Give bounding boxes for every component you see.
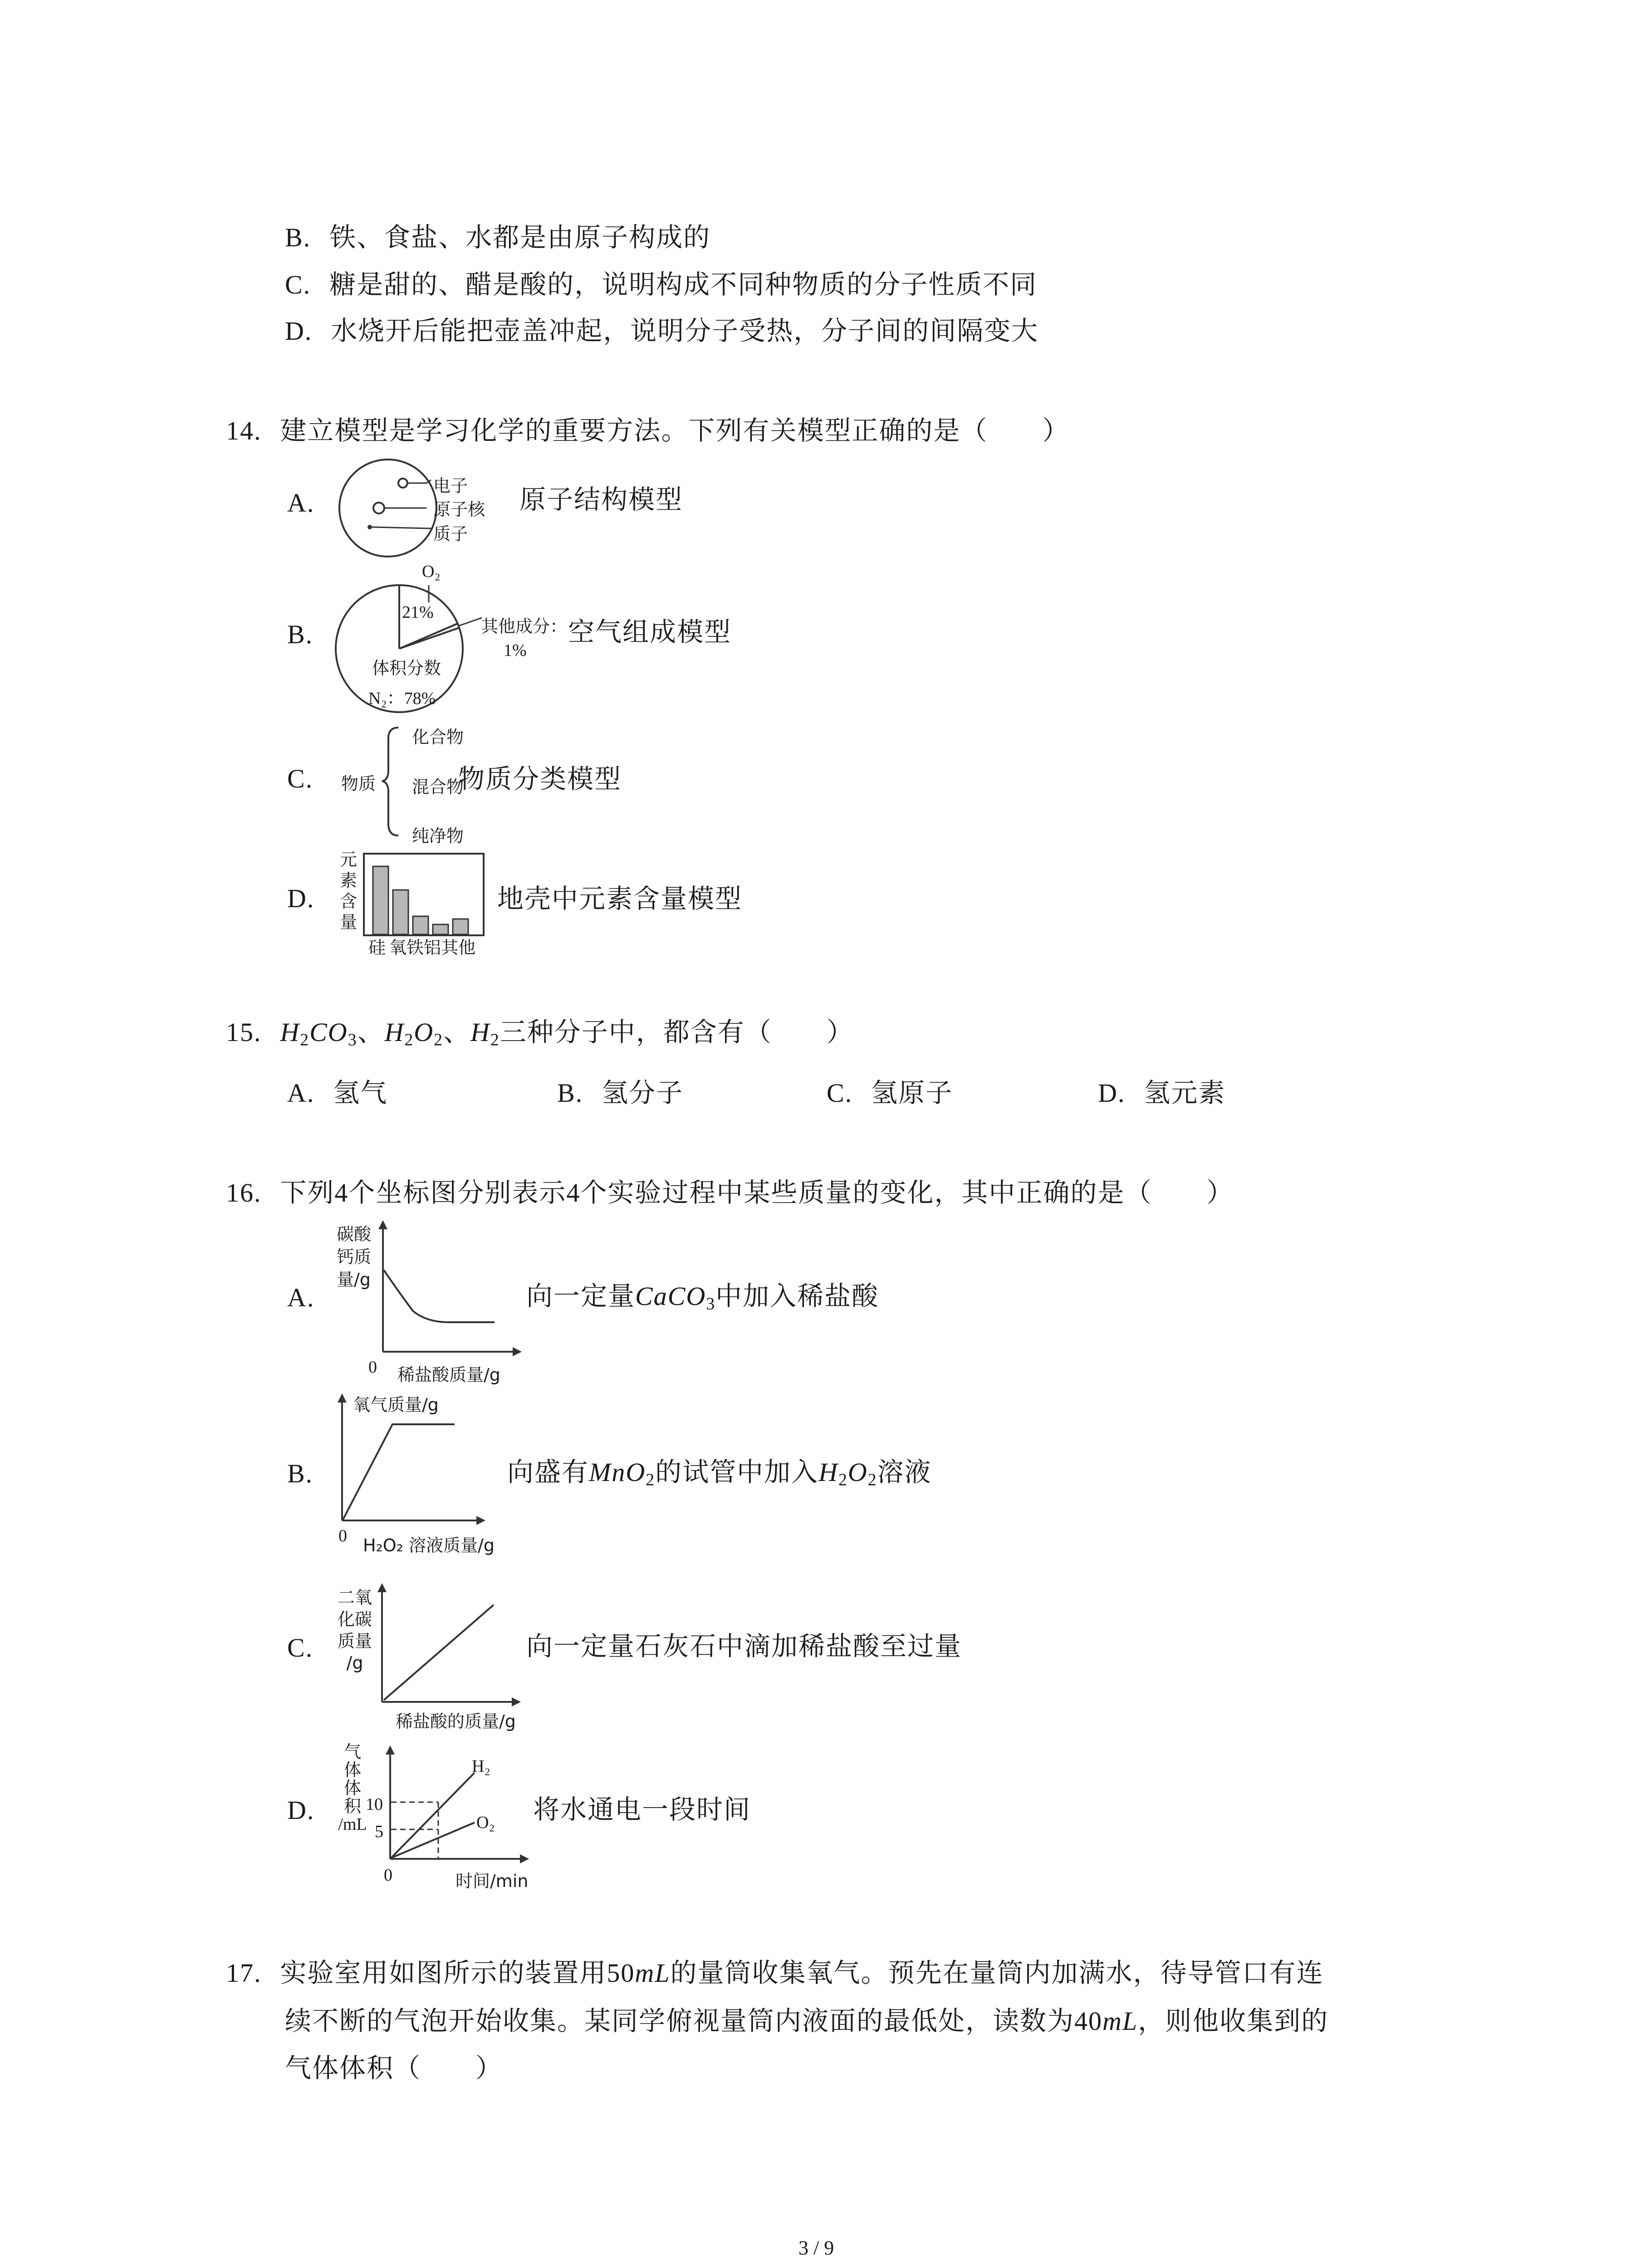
classification-compound: 化合物 <box>412 727 464 747</box>
crust-bar-chart <box>363 853 485 937</box>
q16a-xlabel: 稀盐酸质量/g <box>397 1365 500 1385</box>
q14-c-caption: 物质分类模型 <box>458 763 622 794</box>
pie-center-label: 体积分数 <box>372 658 441 678</box>
q16a-text: 向一定量CaCO$_3$中加入稀盐酸 <box>526 1281 879 1314</box>
atom-nucleus-label: 原子核 <box>433 499 485 519</box>
q14-d-caption: 地壳中元素含量模型 <box>497 883 743 914</box>
atom-electron-label: 电子 <box>433 476 468 496</box>
q16b-origin: 0 <box>338 1526 347 1545</box>
bar-oxygen <box>393 890 408 934</box>
pie-other-percent: 1% <box>504 641 527 660</box>
q13-option-d[interactable]: D. 水烧开后能把壶盖冲起，说明分子受热，分子间的间隔变大 <box>285 315 1039 346</box>
q14-option-b[interactable]: B. <box>287 620 314 649</box>
h2-line <box>391 1773 475 1858</box>
q15-option-c[interactable]: C. 氢原子 <box>827 1077 953 1108</box>
q16a-ylabel: 碳酸 钙质 量/g <box>337 1224 372 1290</box>
q16-option-d[interactable]: D. <box>287 1795 315 1825</box>
q17-line-1: 17. 实验室用如图所示的装置用50mL的量筒收集氧气。预先在量筒内加满水，待导管口有连 <box>226 1957 1324 1988</box>
pie-n2-label: N₂：78% <box>368 689 436 708</box>
q16b-graph <box>340 1393 490 1530</box>
q16d-ylabel: 气 体 体 积 /mL <box>338 1742 367 1834</box>
q15-option-b[interactable]: B. 氢分子 <box>557 1077 684 1108</box>
q16d-xlabel: 时间/min <box>456 1871 529 1891</box>
q16c-ylabel: 二氧 化碳 质量 /g <box>338 1588 372 1673</box>
page-number: 3 / 9 <box>798 2237 834 2259</box>
bar-other <box>453 919 468 934</box>
q13-option-c[interactable]: C. 糖是甜的、醋是酸的，说明构成不同种物质的分子性质不同 <box>285 269 1038 300</box>
q16b-xlabel: H₂O₂ 溶液质量/g <box>363 1535 495 1555</box>
q13-option-b[interactable]: B. 铁、食盐、水都是由原子构成的 <box>285 222 711 253</box>
q16-option-a[interactable]: A. <box>287 1283 315 1312</box>
q16d-origin: 0 <box>384 1866 392 1885</box>
q16b-text: 向盛有MnO$_2$的试管中加入$H_2O_2$溶液 <box>507 1457 932 1490</box>
q16d-o2-label: O₂ <box>476 1813 495 1832</box>
atom-model-figure <box>336 458 526 558</box>
q16b-ylabel: 氧气质量/g <box>353 1395 439 1415</box>
q14-option-a[interactable]: A. <box>287 488 315 518</box>
q14-option-d[interactable]: D. <box>287 884 315 913</box>
brace-icon <box>380 725 407 838</box>
q16d-y5: 5 <box>375 1822 383 1841</box>
q15-option-a[interactable]: A. 氢气 <box>287 1077 388 1108</box>
classification-pure: 纯净物 <box>412 826 464 846</box>
pie-o2-label: O₂ <box>422 562 441 581</box>
q16d-text: 将水通电一段时间 <box>533 1794 751 1825</box>
q17-line-2: 续不断的气泡开始收集。某同学俯视量筒内液面的最低处，读数为40mL，则他收集到的 <box>285 2005 1329 2036</box>
q15-option-d[interactable]: D. 氢元素 <box>1098 1077 1226 1108</box>
q16d-graph <box>388 1745 534 1868</box>
q16-stem: 16. 下列4个坐标图分别表示4个实验过程中某些质量的变化，其中正确的是（ ） <box>226 1177 1234 1208</box>
q14-a-caption: 原子结构模型 <box>519 484 683 515</box>
q16d-h2-label: H₂ <box>472 1757 490 1776</box>
o2-line <box>391 1823 475 1858</box>
q17-line-3: 气体体积（ ） <box>285 2053 503 2083</box>
classification-mixture: 混合物 <box>412 777 464 797</box>
q14-stem: 14. 建立模型是学习化学的重要方法。下列有关模型正确的是（ ） <box>226 415 1070 446</box>
q16a-graph <box>381 1220 522 1361</box>
crust-ylabel: 元 素 含 量 <box>339 850 357 932</box>
bar-aluminum <box>433 924 448 934</box>
q14-b-caption: 空气组成模型 <box>568 616 732 647</box>
classification-root: 物质 <box>341 774 376 794</box>
q16-option-b[interactable]: B. <box>287 1459 314 1488</box>
q16a-origin: 0 <box>368 1358 377 1377</box>
q16-option-c[interactable]: C. <box>287 1633 314 1662</box>
atom-proton-label: 质子 <box>433 524 468 544</box>
q14-option-c[interactable]: C. <box>287 764 314 793</box>
pie-other-label: 其他成分： <box>481 616 568 636</box>
q16d-y10: 10 <box>366 1795 383 1814</box>
q16c-graph <box>380 1583 525 1710</box>
q16c-text: 向一定量石灰石中滴加稀盐酸至过量 <box>526 1631 962 1662</box>
q16c-xlabel: 稀盐酸的质量/g <box>396 1711 516 1731</box>
bar-silicon <box>373 866 388 934</box>
crust-categories: 硅 氧铁铝其他 <box>368 938 476 958</box>
q15-stem: 15. $H_2CO_3$、$H_2O_2$、$H_2$三种分子中，都含有（ ） <box>226 1017 854 1050</box>
pie-o2-percent: 21% <box>402 603 434 622</box>
bar-iron <box>413 916 428 934</box>
